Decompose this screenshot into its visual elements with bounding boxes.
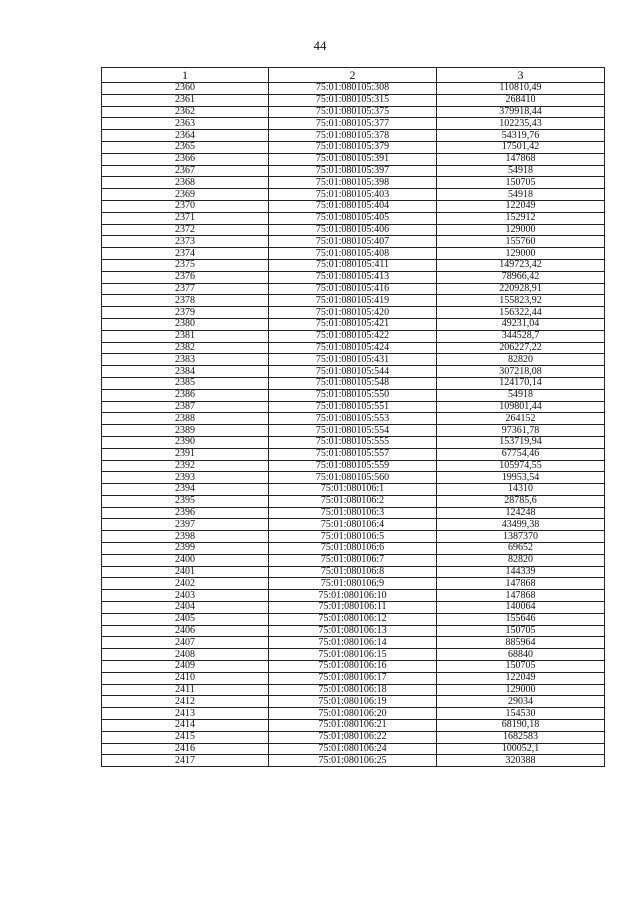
row-number-cell: 2417 xyxy=(102,755,269,767)
table-row xyxy=(102,366,605,378)
value-cell: 54319,76 xyxy=(437,130,605,142)
row-number-cell: 2381 xyxy=(102,330,269,342)
row-number-cell: 2367 xyxy=(102,165,269,177)
table-row xyxy=(102,342,605,354)
cadastral-number-cell: 75:01:080105:416 xyxy=(269,283,437,295)
value-cell: 29034 xyxy=(437,696,605,708)
value-cell: 144339 xyxy=(437,566,605,578)
row-number-cell: 2416 xyxy=(102,743,269,755)
row-number-cell: 2409 xyxy=(102,661,269,673)
table-row xyxy=(102,613,605,625)
cadastral-number-cell: 75:01:080106:3 xyxy=(269,507,437,519)
value-cell: 124248 xyxy=(437,507,605,519)
column-header-3: 3 xyxy=(437,68,605,83)
cadastral-number-cell: 75:01:080105:420 xyxy=(269,307,437,319)
value-cell: 344528,7 xyxy=(437,330,605,342)
table-row xyxy=(102,661,605,673)
table-row xyxy=(102,106,605,118)
value-cell: 307218,08 xyxy=(437,366,605,378)
value-cell: 49231,04 xyxy=(437,318,605,330)
cadastral-number-cell: 75:01:080105:424 xyxy=(269,342,437,354)
table-row xyxy=(102,118,605,130)
cadastral-number-cell: 75:01:080105:413 xyxy=(269,271,437,283)
row-number-cell: 2375 xyxy=(102,259,269,271)
value-cell: 155760 xyxy=(437,236,605,248)
page-number: 44 xyxy=(313,38,327,53)
value-cell: 147868 xyxy=(437,578,605,590)
value-cell: 150705 xyxy=(437,661,605,673)
value-cell: 78966,42 xyxy=(437,271,605,283)
cadastral-number-cell: 75:01:080106:8 xyxy=(269,566,437,578)
cadastral-number-cell: 75:01:080106:20 xyxy=(269,708,437,720)
row-number-cell: 2377 xyxy=(102,283,269,295)
table-row xyxy=(102,94,605,106)
table-row xyxy=(102,389,605,401)
row-number-cell: 2408 xyxy=(102,649,269,661)
table-row xyxy=(102,401,605,413)
table-row xyxy=(102,248,605,260)
row-number-cell: 2384 xyxy=(102,366,269,378)
cadastral-number-cell: 75:01:080105:315 xyxy=(269,94,437,106)
value-cell: 54918 xyxy=(437,165,605,177)
table-row xyxy=(102,625,605,637)
value-cell: 68840 xyxy=(437,649,605,661)
cadastral-number-cell: 75:01:080105:308 xyxy=(269,83,437,95)
row-number-cell: 2370 xyxy=(102,200,269,212)
table-row xyxy=(102,696,605,708)
cadastral-number-cell: 75:01:080106:14 xyxy=(269,637,437,649)
table-row xyxy=(102,130,605,142)
cadastral-number-cell: 75:01:080106:11 xyxy=(269,602,437,614)
row-number-cell: 2362 xyxy=(102,106,269,118)
row-number-cell: 2382 xyxy=(102,342,269,354)
row-number-cell: 2363 xyxy=(102,118,269,130)
cadastral-number-cell: 75:01:080105:422 xyxy=(269,330,437,342)
row-number-cell: 2378 xyxy=(102,295,269,307)
row-number-cell: 2376 xyxy=(102,271,269,283)
cadastral-number-cell: 75:01:080106:15 xyxy=(269,649,437,661)
table-row xyxy=(102,507,605,519)
cadastral-number-cell: 75:01:080106:10 xyxy=(269,590,437,602)
table-row xyxy=(102,436,605,448)
value-cell: 122049 xyxy=(437,200,605,212)
table-row xyxy=(102,495,605,507)
cadastral-number-cell: 75:01:080105:378 xyxy=(269,130,437,142)
value-cell: 268410 xyxy=(437,94,605,106)
value-cell: 97361,78 xyxy=(437,425,605,437)
table-body xyxy=(102,83,605,767)
value-cell: 156322,44 xyxy=(437,307,605,319)
row-number-cell: 2401 xyxy=(102,566,269,578)
table-row xyxy=(102,354,605,366)
row-number-cell: 2397 xyxy=(102,519,269,531)
row-number-cell: 2403 xyxy=(102,590,269,602)
row-number-cell: 2402 xyxy=(102,578,269,590)
table-row xyxy=(102,236,605,248)
row-number-cell: 2412 xyxy=(102,696,269,708)
table-row xyxy=(102,649,605,661)
row-number-cell: 2379 xyxy=(102,307,269,319)
row-number-cell: 2413 xyxy=(102,708,269,720)
cadastral-number-cell: 75:01:080105:406 xyxy=(269,224,437,236)
value-cell: 206227,22 xyxy=(437,342,605,354)
value-cell: 67754,46 xyxy=(437,448,605,460)
table-row xyxy=(102,448,605,460)
value-cell: 109801,44 xyxy=(437,401,605,413)
value-cell: 150705 xyxy=(437,177,605,189)
cadastral-number-cell: 75:01:080106:22 xyxy=(269,731,437,743)
table-row xyxy=(102,189,605,201)
value-cell: 153719,94 xyxy=(437,436,605,448)
value-cell: 28785,6 xyxy=(437,495,605,507)
table-row xyxy=(102,543,605,555)
row-number-cell: 2404 xyxy=(102,602,269,614)
table-row xyxy=(102,720,605,732)
cadastral-number-cell: 75:01:080105:419 xyxy=(269,295,437,307)
table-row xyxy=(102,484,605,496)
row-number-cell: 2388 xyxy=(102,413,269,425)
table-row xyxy=(102,83,605,95)
table-row xyxy=(102,566,605,578)
table-row xyxy=(102,271,605,283)
cadastral-number-cell: 75:01:080105:405 xyxy=(269,212,437,224)
row-number-cell: 2364 xyxy=(102,130,269,142)
row-number-cell: 2399 xyxy=(102,543,269,555)
cadastral-number-cell: 75:01:080105:408 xyxy=(269,248,437,260)
cadastral-number-cell: 75:01:080106:7 xyxy=(269,554,437,566)
cadastral-number-cell: 75:01:080105:375 xyxy=(269,106,437,118)
cadastral-number-cell: 75:01:080105:411 xyxy=(269,259,437,271)
row-number-cell: 2392 xyxy=(102,460,269,472)
data-table xyxy=(101,67,605,767)
value-cell: 122049 xyxy=(437,672,605,684)
table-row xyxy=(102,307,605,319)
cadastral-number-cell: 75:01:080105:555 xyxy=(269,436,437,448)
value-cell: 82820 xyxy=(437,354,605,366)
row-number-cell: 2395 xyxy=(102,495,269,507)
value-cell: 124170,14 xyxy=(437,377,605,389)
cadastral-number-cell: 75:01:080106:24 xyxy=(269,743,437,755)
value-cell: 14310 xyxy=(437,484,605,496)
table-row xyxy=(102,472,605,484)
value-cell: 140064 xyxy=(437,602,605,614)
row-number-cell: 2365 xyxy=(102,141,269,153)
row-number-cell: 2373 xyxy=(102,236,269,248)
row-number-cell: 2372 xyxy=(102,224,269,236)
cadastral-number-cell: 75:01:080105:407 xyxy=(269,236,437,248)
row-number-cell: 2361 xyxy=(102,94,269,106)
cadastral-number-cell: 75:01:080106:17 xyxy=(269,672,437,684)
row-number-cell: 2360 xyxy=(102,83,269,95)
cadastral-number-cell: 75:01:080106:19 xyxy=(269,696,437,708)
table-row xyxy=(102,377,605,389)
table-row xyxy=(102,318,605,330)
row-number-cell: 2406 xyxy=(102,625,269,637)
cadastral-number-cell: 75:01:080105:559 xyxy=(269,460,437,472)
cadastral-number-cell: 75:01:080105:398 xyxy=(269,177,437,189)
table-row xyxy=(102,224,605,236)
cadastral-number-cell: 75:01:080106:21 xyxy=(269,720,437,732)
value-cell: 129000 xyxy=(437,684,605,696)
cadastral-number-cell: 75:01:080105:421 xyxy=(269,318,437,330)
table-row xyxy=(102,259,605,271)
value-cell: 54918 xyxy=(437,189,605,201)
cadastral-number-cell: 75:01:080105:544 xyxy=(269,366,437,378)
cadastral-number-cell: 75:01:080105:379 xyxy=(269,141,437,153)
cadastral-number-cell: 75:01:080106:1 xyxy=(269,484,437,496)
cadastral-number-cell: 75:01:080106:6 xyxy=(269,543,437,555)
value-cell: 152912 xyxy=(437,212,605,224)
value-cell: 155646 xyxy=(437,613,605,625)
cadastral-number-cell: 75:01:080106:9 xyxy=(269,578,437,590)
row-number-cell: 2400 xyxy=(102,554,269,566)
row-number-cell: 2414 xyxy=(102,720,269,732)
table-row xyxy=(102,578,605,590)
row-number-cell: 2371 xyxy=(102,212,269,224)
cadastral-number-cell: 75:01:080106:12 xyxy=(269,613,437,625)
table-row xyxy=(102,330,605,342)
row-number-cell: 2411 xyxy=(102,684,269,696)
cadastral-number-cell: 75:01:080105:397 xyxy=(269,165,437,177)
value-cell: 155823,92 xyxy=(437,295,605,307)
table-row xyxy=(102,295,605,307)
cadastral-number-cell: 75:01:080105:404 xyxy=(269,200,437,212)
table-row xyxy=(102,153,605,165)
table-row xyxy=(102,141,605,153)
row-number-cell: 2407 xyxy=(102,637,269,649)
value-cell: 885964 xyxy=(437,637,605,649)
table-row xyxy=(102,731,605,743)
value-cell: 69652 xyxy=(437,543,605,555)
cadastral-number-cell: 75:01:080106:2 xyxy=(269,495,437,507)
table-row xyxy=(102,425,605,437)
table-row xyxy=(102,165,605,177)
table-row xyxy=(102,637,605,649)
row-number-cell: 2394 xyxy=(102,484,269,496)
value-cell: 264152 xyxy=(437,413,605,425)
value-cell: 150705 xyxy=(437,625,605,637)
value-cell: 68190,18 xyxy=(437,720,605,732)
column-header-2: 2 xyxy=(269,68,437,83)
table-row xyxy=(102,743,605,755)
value-cell: 147868 xyxy=(437,153,605,165)
table-row xyxy=(102,283,605,295)
row-number-cell: 2398 xyxy=(102,531,269,543)
value-cell: 1387370 xyxy=(437,531,605,543)
row-number-cell: 2366 xyxy=(102,153,269,165)
header-row xyxy=(102,68,605,83)
table-row xyxy=(102,554,605,566)
table-row xyxy=(102,413,605,425)
value-cell: 19953,54 xyxy=(437,472,605,484)
cadastral-number-cell: 75:01:080106:13 xyxy=(269,625,437,637)
row-number-cell: 2390 xyxy=(102,436,269,448)
value-cell: 82820 xyxy=(437,554,605,566)
value-cell: 17501,42 xyxy=(437,141,605,153)
value-cell: 54918 xyxy=(437,389,605,401)
table-row xyxy=(102,460,605,472)
table-row xyxy=(102,708,605,720)
cadastral-number-cell: 75:01:080105:557 xyxy=(269,448,437,460)
value-cell: 102235,43 xyxy=(437,118,605,130)
value-cell: 100052,1 xyxy=(437,743,605,755)
cadastral-number-cell: 75:01:080105:431 xyxy=(269,354,437,366)
value-cell: 220928,91 xyxy=(437,283,605,295)
cadastral-number-cell: 75:01:080105:377 xyxy=(269,118,437,130)
value-cell: 149723,42 xyxy=(437,259,605,271)
row-number-cell: 2387 xyxy=(102,401,269,413)
cadastral-number-cell: 75:01:080106:4 xyxy=(269,519,437,531)
cadastral-number-cell: 75:01:080105:553 xyxy=(269,413,437,425)
value-cell: 105974,55 xyxy=(437,460,605,472)
cadastral-number-cell: 75:01:080106:16 xyxy=(269,661,437,673)
column-header-1: 1 xyxy=(102,68,269,83)
row-number-cell: 2389 xyxy=(102,425,269,437)
cadastral-number-cell: 75:01:080106:5 xyxy=(269,531,437,543)
cadastral-number-cell: 75:01:080105:551 xyxy=(269,401,437,413)
row-number-cell: 2405 xyxy=(102,613,269,625)
cadastral-number-cell: 75:01:080105:554 xyxy=(269,425,437,437)
value-cell: 129000 xyxy=(437,248,605,260)
value-cell: 1682583 xyxy=(437,731,605,743)
cadastral-number-cell: 75:01:080105:548 xyxy=(269,377,437,389)
row-number-cell: 2386 xyxy=(102,389,269,401)
table-row xyxy=(102,684,605,696)
row-number-cell: 2415 xyxy=(102,731,269,743)
cadastral-number-cell: 75:01:080105:560 xyxy=(269,472,437,484)
value-cell: 43499,38 xyxy=(437,519,605,531)
table-row xyxy=(102,519,605,531)
cadastral-number-cell: 75:01:080105:391 xyxy=(269,153,437,165)
row-number-cell: 2368 xyxy=(102,177,269,189)
value-cell: 154530 xyxy=(437,708,605,720)
table-row xyxy=(102,531,605,543)
row-number-cell: 2374 xyxy=(102,248,269,260)
table-row xyxy=(102,672,605,684)
row-number-cell: 2385 xyxy=(102,377,269,389)
row-number-cell: 2391 xyxy=(102,448,269,460)
value-cell: 129000 xyxy=(437,224,605,236)
value-cell: 379918,44 xyxy=(437,106,605,118)
value-cell: 147868 xyxy=(437,590,605,602)
cadastral-number-cell: 75:01:080105:403 xyxy=(269,189,437,201)
table-row xyxy=(102,590,605,602)
row-number-cell: 2380 xyxy=(102,318,269,330)
table-row xyxy=(102,755,605,767)
value-cell: 110810,49 xyxy=(437,83,605,95)
row-number-cell: 2369 xyxy=(102,189,269,201)
row-number-cell: 2396 xyxy=(102,507,269,519)
table-row xyxy=(102,177,605,189)
cadastral-number-cell: 75:01:080105:550 xyxy=(269,389,437,401)
row-number-cell: 2393 xyxy=(102,472,269,484)
table-row xyxy=(102,602,605,614)
table-row xyxy=(102,200,605,212)
table-row xyxy=(102,212,605,224)
value-cell: 320388 xyxy=(437,755,605,767)
cadastral-number-cell: 75:01:080106:18 xyxy=(269,684,437,696)
row-number-cell: 2410 xyxy=(102,672,269,684)
row-number-cell: 2383 xyxy=(102,354,269,366)
cadastral-number-cell: 75:01:080106:25 xyxy=(269,755,437,767)
